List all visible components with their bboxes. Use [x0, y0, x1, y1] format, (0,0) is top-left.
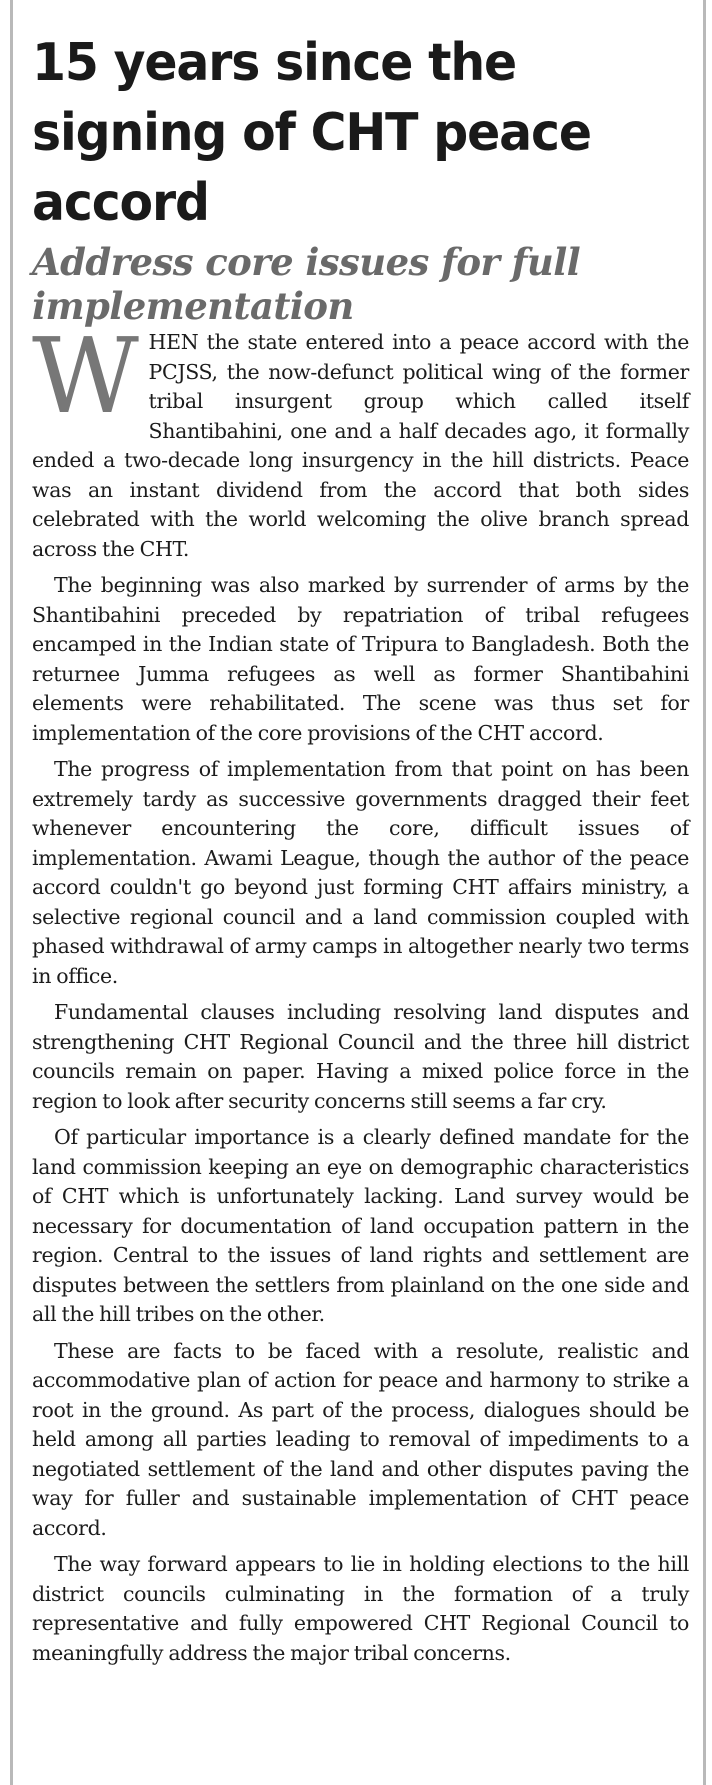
- paragraph-3: The progress of implementation from that point on has been extremely tardy as successive governments dragged their feet whenever encountering the core, difficult issues of implementation. Awami League, though the author of the peace accord couldn't go beyond just forming CHT affairs ministry, a selective regional council and a land commission coupled with phased withdrawal of army camps in altogether nearly two terms in office.: [32, 757, 689, 988]
- lead-paragraph: [32, 315, 689, 564]
- headline: 15 years since the signing of CHT peace accord: [32, 33, 591, 233]
- article-body: [32, 315, 689, 1668]
- paragraph-2: The beginning was also marked by surrender of arms by the Shantibahini preceded by repatriation of tribal refugees encamped in the Indian state of Tripura to Bangladesh. Both the returnee Jumma refugees as well as former Shantibahini elements were rehabilitated. The scene was thus set for implementation of the core provisions of the CHT accord.: [32, 573, 689, 745]
- paragraph-7: The way forward appears to lie in holding elections to the hill district councils culminating in the formation of a truly representative and fully empowered CHT Regional Council to meaningfully address the major tribal concerns.: [32, 1552, 689, 1665]
- right-column-rule: [703, 0, 706, 1785]
- editorial-article: [32, 28, 689, 1668]
- subheadline: Address core issues for full implementation: [32, 240, 581, 328]
- paragraph-5: Of particular importance is a clearly defined mandate for the land commission keeping an eye on demographic characteristics of CHT which is unfortunately lacking. Land survey would be necessary for documentation of land occupation pattern in the region. Central to the issues of land rights and settlement are disputes between the settlers from plainland on the one side and all the hill tribes on the other.: [32, 1125, 689, 1326]
- paragraph-4: Fundamental clauses including resolving land disputes and strengthening CHT Regional Council and the three hill district councils remain on paper. Having a mixed police force in the region to look after security concerns still seems a far cry.: [32, 1000, 689, 1113]
- left-column-rule: [10, 0, 13, 1785]
- drop-cap: W: [32, 315, 139, 437]
- paragraph-6: These are facts to be faced with a resolute, realistic and accommodative plan of action for peace and harmony to strike a root in the ground. As part of the process, dialogues should be held among all parties leading to removal of impediments to a negotiated settlement of the land and other disputes paving the way for fuller and sustainable implementation of CHT peace accord.: [32, 1338, 689, 1540]
- lead-paragraph-text: HEN the state entered into a peace accord with the PCJSS, the now-defunct political wing of the former tribal insurgent group which called itself Shantibahini, one and a half decades ago, it formally ended a two-decade long insurgency in the hill districts. Peace was an instant dividend from the accord that both sides celebrated with the world welcoming the olive branch spread across the CHT.: [32, 330, 689, 561]
